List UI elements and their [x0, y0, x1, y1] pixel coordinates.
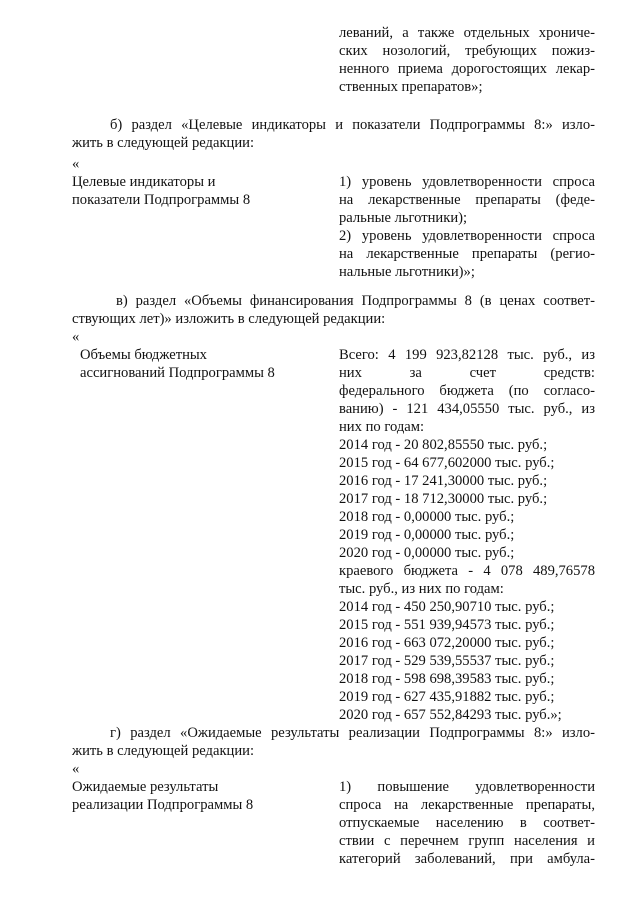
text-line: ских нозологий, требующих пожиз-: [339, 43, 595, 59]
text-line: 2018 год - 0,00000 тыс. руб.;: [339, 509, 515, 525]
continuation-text: [339, 24, 595, 96]
text-line: Ожидаемые результаты: [72, 779, 219, 795]
section-b-quote: «: [72, 156, 80, 172]
section-b-left-cell: [72, 173, 322, 209]
text-line: нальные льготники)»;: [339, 264, 475, 280]
text-line: 2017 год - 529 539,55537 тыс. руб.;: [339, 653, 555, 669]
text-line: 2017 год - 18 712,30000 тыс. руб.;: [339, 491, 548, 507]
section-v-left-cell: [80, 346, 320, 382]
text-line: 2016 год - 663 072,20000 тыс. руб.;: [339, 635, 555, 651]
text-line: 2020 год - 657 552,84293 тыс. руб.»;: [339, 707, 562, 723]
text-line: 1) уровень удовлетворенности спроса: [339, 174, 595, 190]
text-line: ванию) - 121 434,05550 тыс. руб., из: [339, 401, 595, 417]
text-line: леваний, а также отдельных хрониче-: [339, 25, 595, 41]
text-line: 2016 год - 17 241,30000 тыс. руб.;: [339, 473, 548, 489]
section-v-right-cell: [339, 346, 595, 724]
section-g-left-cell: [72, 778, 322, 814]
text-line: 1) повышение удовлетворенности: [339, 779, 595, 795]
section-g-quote: «: [72, 761, 80, 777]
text-line: спроса на лекарственные препараты,: [339, 797, 595, 813]
text-line: них за счет средств:: [339, 365, 595, 381]
text-line: ненного приема дорогостоящих лекар-: [339, 61, 595, 77]
text-line: 2019 год - 0,00000 тыс. руб.;: [339, 527, 515, 543]
text-line: жить в следующей редакции:: [72, 135, 255, 151]
text-line: 2) уровень удовлетворенности спроса: [339, 228, 595, 244]
text-line: федерального бюджета (по согласо-: [339, 383, 595, 399]
text-line: ственных препаратов»;: [339, 79, 483, 95]
text-line: ствии с перечнем групп населения и: [339, 833, 595, 849]
section-g-right-cell: [339, 778, 595, 868]
text-line: 2015 год - 551 939,94573 тыс. руб.;: [339, 617, 555, 633]
text-line: ассигнований Подпрограммы 8: [80, 365, 275, 381]
section-v-intro: [72, 292, 595, 328]
text-line: жить в следующей редакции:: [72, 743, 255, 759]
text-line: категорий заболеваний, при амбула-: [339, 851, 595, 867]
text-line: отпускаемые населению в соответ-: [339, 815, 595, 831]
text-line: б) раздел «Целевые индикаторы и показатели Подпрограммы 8:» изло-: [110, 117, 595, 133]
text-line: 2014 год - 450 250,90710 тыс. руб.;: [339, 599, 555, 615]
text-line: краевого бюджета - 4 078 489,76578: [339, 563, 595, 579]
text-line: 2014 год - 20 802,85550 тыс. руб.;: [339, 437, 548, 453]
text-line: них по годам:: [339, 419, 425, 435]
text-line: тыс. руб., из них по годам:: [339, 581, 504, 597]
text-line: на лекарственные препараты (регио-: [339, 246, 595, 262]
text-line: ральные льготники);: [339, 210, 468, 226]
section-b-intro: [72, 116, 595, 152]
section-v-quote: «: [72, 329, 80, 345]
text-line: Всего: 4 199 923,82128 тыс. руб., из: [339, 347, 595, 363]
text-line: Объемы бюджетных: [80, 347, 207, 363]
text-line: 2020 год - 0,00000 тыс. руб.;: [339, 545, 515, 561]
text-line: ствующих лет)» изложить в следующей редакции:: [72, 311, 386, 327]
text-line: г) раздел «Ожидаемые результаты реализации Подпрограммы 8:» изло-: [110, 725, 595, 741]
text-line: 2018 год - 598 698,39583 тыс. руб.;: [339, 671, 555, 687]
section-b-right-cell: [339, 173, 595, 281]
text-line: на лекарственные препараты (феде-: [339, 192, 595, 208]
text-line: 2015 год - 64 677,602000 тыс. руб.;: [339, 455, 555, 471]
section-g-intro: [72, 724, 595, 760]
text-line: реализации Подпрограммы 8: [72, 797, 254, 813]
text-line: 2019 год - 627 435,91882 тыс. руб.;: [339, 689, 555, 705]
text-line: в) раздел «Объемы финансирования Подпрограммы 8 (в ценах соответ-: [116, 293, 595, 309]
text-line: показатели Подпрограммы 8: [72, 192, 251, 208]
text-line: Целевые индикаторы и: [72, 174, 216, 190]
